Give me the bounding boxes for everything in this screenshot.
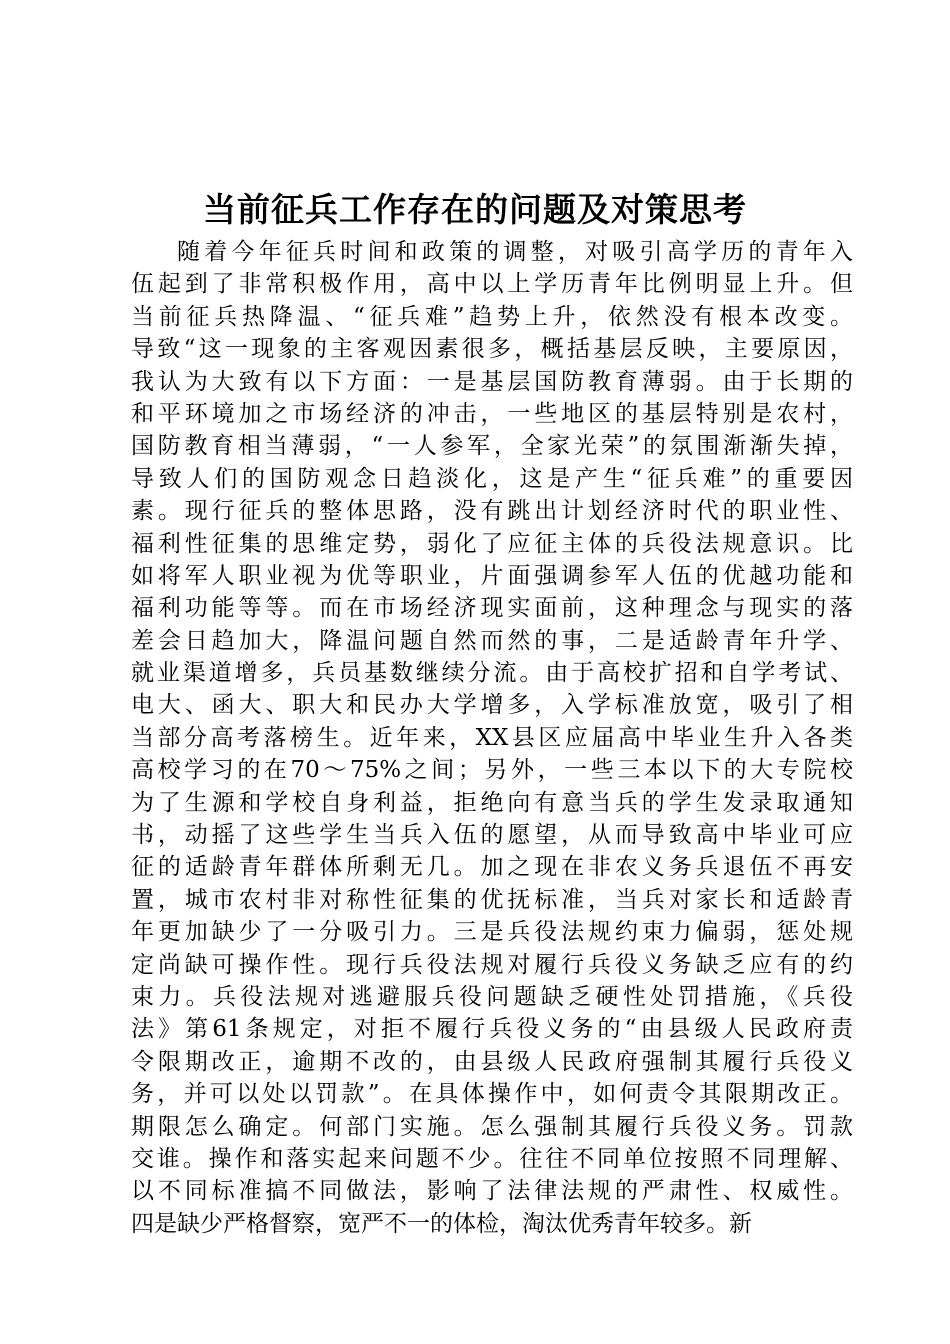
body-line: 我认为大致有以下方面：一是基层国防教育薄弱。由于长期的: [131, 368, 853, 395]
body-line: 就业渠道增多，兵员基数继续分流。由于高校扩招和自学考试、: [131, 660, 853, 687]
body-line: 为了生源和学校自身利益，拒绝向有意当兵的学生发录取通知: [131, 789, 853, 816]
body-line: 电大、函大、职大和民办大学增多，入学标准放宽，吸引了相: [131, 692, 853, 719]
body-line: 导致“这一现象的主客观因素很多，概括基层反映，主要原因，: [131, 336, 853, 363]
body-line: 定尚缺可操作性。现行兵役法规对履行兵役义务缺乏应有的约: [131, 951, 853, 978]
body-line: 高校学习的在70～75%之间；另外，一些三本以下的大专院校: [131, 757, 853, 784]
body-line: 随着今年征兵时间和政策的调整，对吸引高学历的青年入: [177, 239, 853, 265]
body-line: 令限期改正，逾期不改的，由县级人民政府强制其履行兵役义: [131, 1048, 853, 1075]
body-line: 差会日趋加大，降温问题自然而然的事，二是适龄青年升学、: [131, 627, 853, 654]
body-line: 导致人们的国防观念日趋淡化，这是产生“征兵难”的重要因: [131, 465, 853, 492]
body-line: 福利功能等等。而在市场经济现实面前，这种理念与现实的落: [131, 595, 853, 622]
body-line: 征的适龄青年群体所剩无几。加之现在非农义务兵退伍不再安: [131, 854, 853, 881]
body-line: 素。现行征兵的整体思路，没有跳出计划经济时代的职业性、: [131, 498, 853, 525]
body-line: 如将军人职业视为优等职业，片面强调参军人伍的优越功能和: [131, 562, 853, 589]
body-line: 置，城市农村非对称性征集的优抚标准，当兵对家长和适龄青: [131, 886, 853, 913]
body-line: 期限怎么确定。何部门实施。怎么强制其履行兵役义务。罚款: [131, 1113, 853, 1140]
document-title: 当前征兵工作存在的问题及对策思考: [203, 190, 747, 229]
body-line: 交谁。操作和落实起来问题不少。往往不同单位按照不同理解、: [131, 1145, 853, 1172]
body-line: 束力。兵役法规对逃避服兵役问题缺乏硬性处罚措施，《兵役: [131, 983, 853, 1010]
body-line: 当前征兵热降温、“征兵难”趋势上升，依然没有根本改变。: [131, 303, 853, 330]
body-line: 书，动摇了这些学生当兵入伍的愿望，从而导致高中毕业可应: [131, 822, 853, 849]
body-line: 和平环境加之市场经济的冲击，一些地区的基层特别是农村，: [131, 400, 853, 427]
body-line: 务，并可以处以罚款”。在具体操作中，如何责令其限期改正。: [131, 1081, 853, 1108]
body-line: 福利性征集的思维定势，弱化了应征主体的兵役法规意识。比: [131, 530, 853, 557]
body-line: 国防教育相当薄弱，“一人参军，全家光荣”的氛围渐渐失掉，: [131, 433, 853, 460]
body-line: 以不同标准搞不同做法，影响了法律法规的严肃性、权威性。: [131, 1178, 853, 1205]
body-line: 年更加缺少了一分吸引力。三是兵役法规约束力偏弱，惩处规: [131, 919, 853, 946]
body-line: 当部分高考落榜生。近年来，XX县区应届高中毕业生升入各类: [131, 724, 853, 751]
document-body: [131, 236, 853, 1240]
body-line: 伍起到了非常积极作用，高中以上学历青年比例明显上升。但: [131, 271, 853, 298]
body-line: 法》第61条规定，对拒不履行兵役义务的“由县级人民政府责: [131, 1016, 853, 1043]
body-line: 四是缺少严格督察，宽严不一的体检，淘汰优秀青年较多。新: [131, 1210, 752, 1237]
